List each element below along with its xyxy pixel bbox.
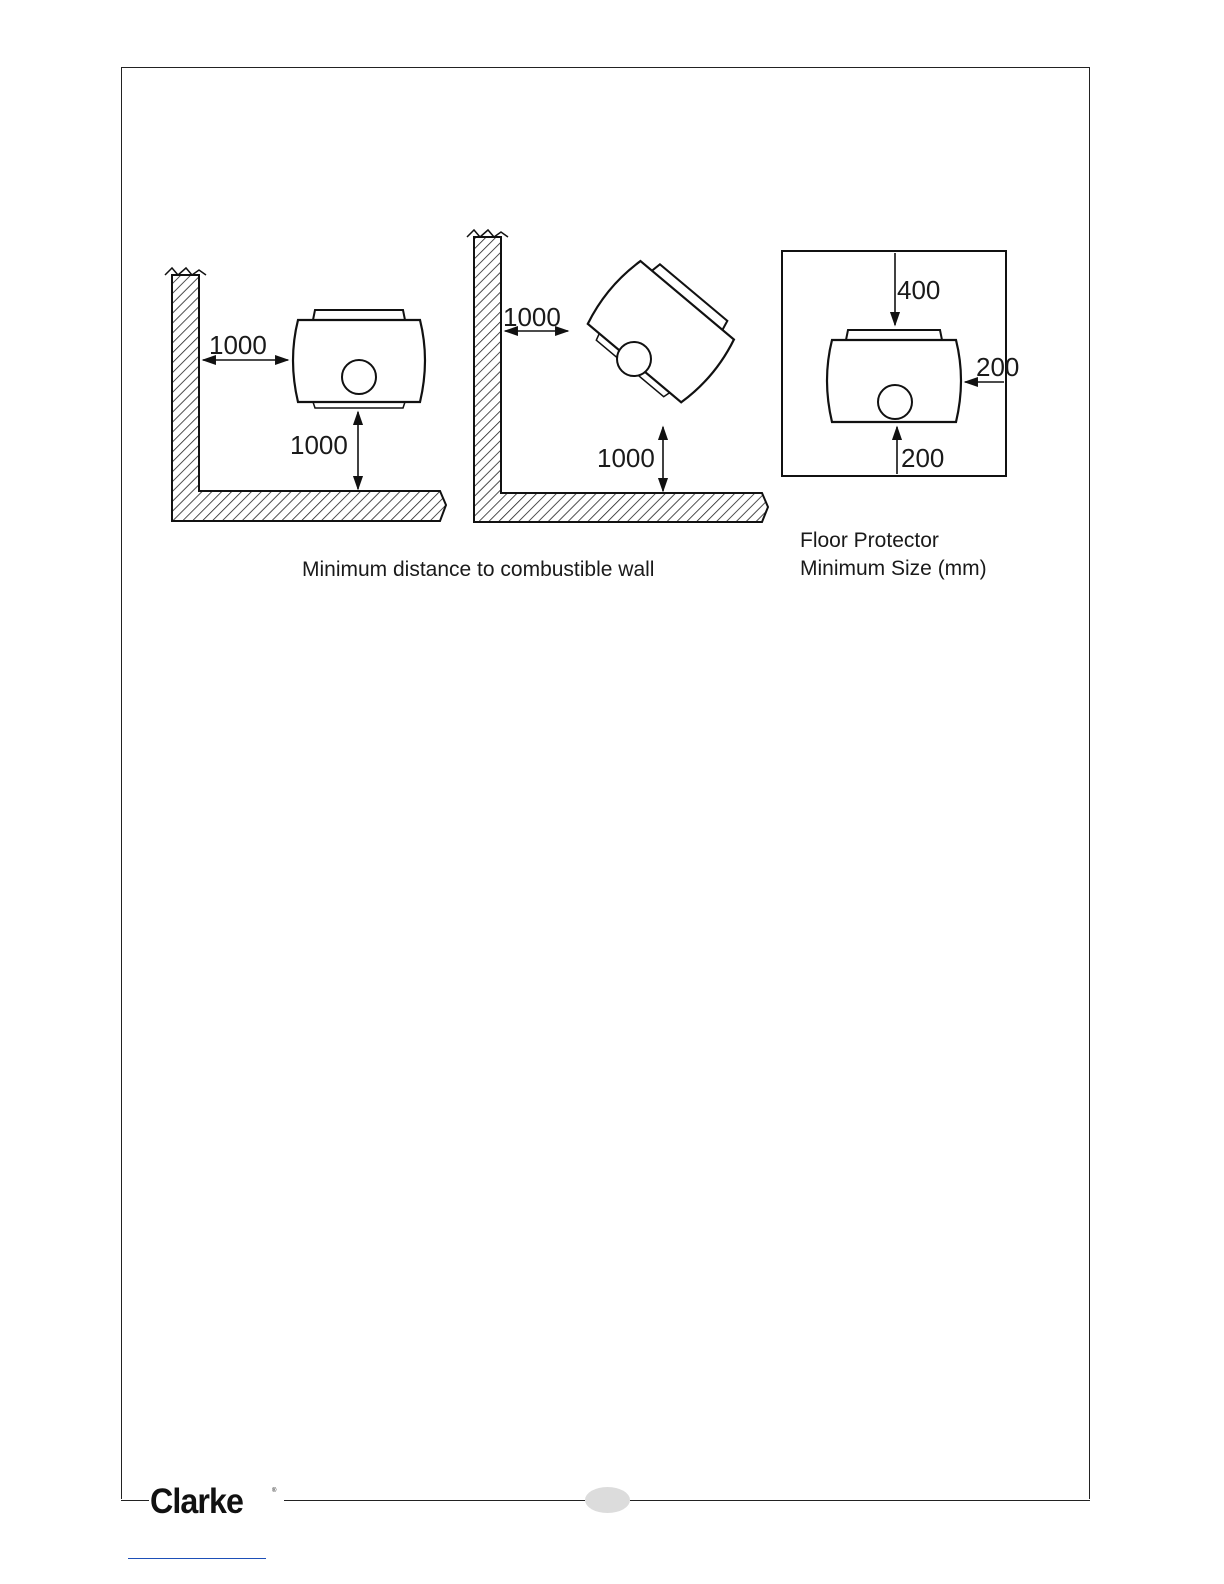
heater-2	[579, 250, 744, 411]
fig3-top-label: 400	[897, 275, 941, 305]
fig3-bottom-label: 200	[901, 443, 945, 473]
floor-caption-line2: Minimum Size (mm)	[800, 557, 987, 580]
footer-rule-middle	[284, 1500, 585, 1501]
trademark-symbol: ®	[272, 1488, 277, 1494]
fig1-wall-clearance-label: 1000	[209, 330, 267, 360]
figure-2	[467, 230, 768, 522]
fig3-side-label: 200	[976, 352, 1020, 382]
figure-3	[782, 251, 1019, 476]
fig2-wall-clearance-label: 1000	[503, 302, 561, 332]
wall-caption: Minimum distance to combustible wall	[302, 558, 655, 581]
heater-3	[827, 330, 961, 422]
floor-caption-line1: Floor Protector	[800, 529, 939, 552]
footer-rule-right	[630, 1500, 1090, 1501]
brand-logo: Clarke	[150, 1482, 243, 1521]
footer-rule-left	[121, 1500, 149, 1501]
link-underline	[128, 1558, 266, 1559]
page-number-badge	[585, 1487, 630, 1513]
fig1-floor-clearance-label: 1000	[290, 430, 348, 460]
figure-1	[165, 268, 446, 521]
fig2-floor-clearance-label: 1000	[597, 443, 655, 473]
heater-1	[293, 310, 425, 408]
